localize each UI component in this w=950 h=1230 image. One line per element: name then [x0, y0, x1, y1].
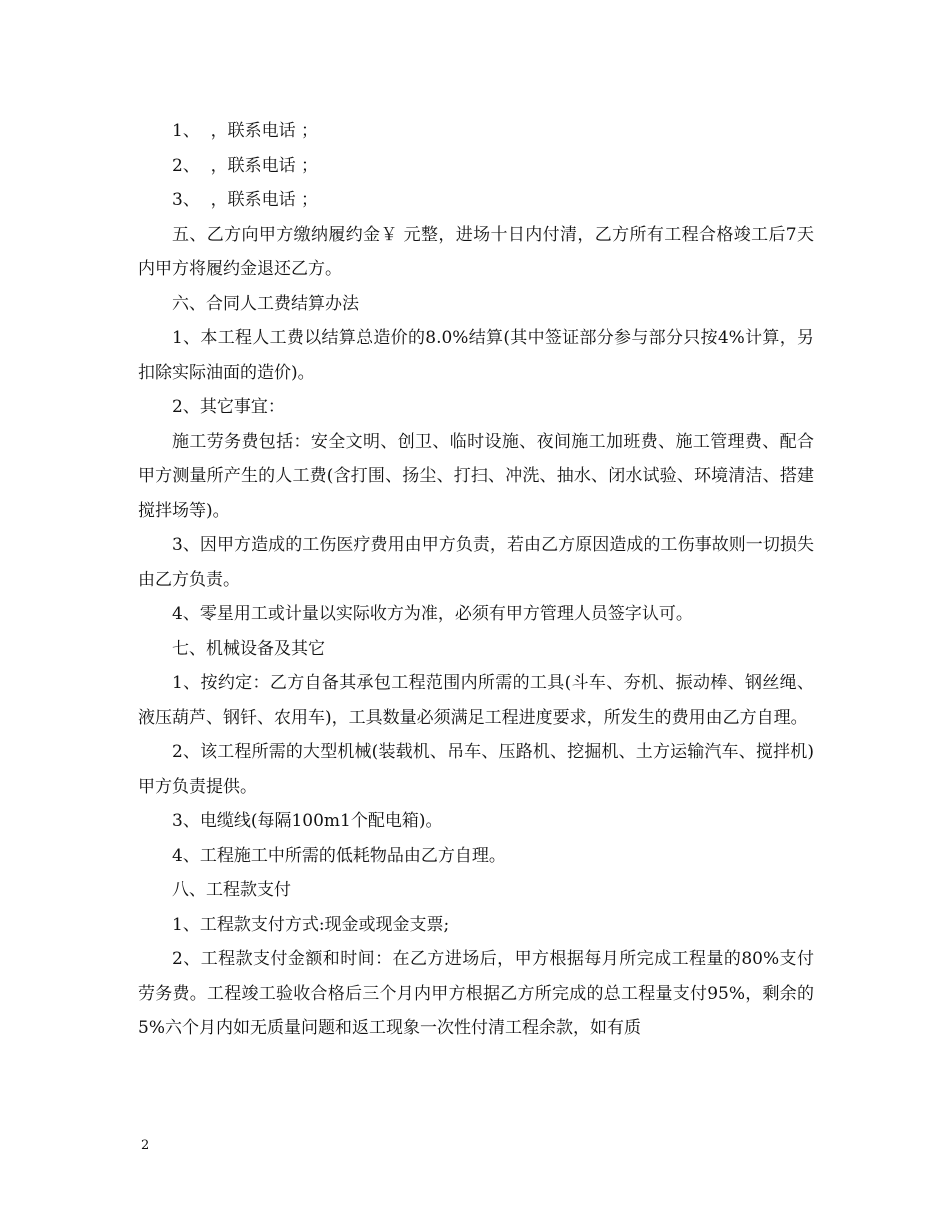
paragraph-labor-fee: 施工劳务费包括：安全文明、创卫、临时设施、夜间施工加班费、施工管理费、配合甲方测量所产生的人工费(含打围、扬尘、打扫、冲洗、抽水、闭水试验、环境清洁、搭建搅拌场等)。 [138, 431, 814, 521]
paragraph-contact-3: 3、 ，联系电话 ； [172, 190, 319, 210]
paragraph-section-5: 五、乙方向甲方缴纳履约金￥ 元整，进场十日内付清，乙方所有工程合格竣工后7天内甲方将履约金退还乙方。 [138, 224, 814, 279]
page-number: 2 [141, 1138, 150, 1153]
paragraph-contact-1: 1、 ，联系电话 ； [172, 121, 319, 141]
paragraph-6-2: 2、其它事宜： [172, 397, 285, 417]
paragraph-contact-2: 2、 ，联系电话 ； [172, 155, 319, 176]
paragraph-7-2: 2、该工程所需的大型机械(装载机、吊车、压路机、挖掘机、土方运输汽车、搅拌机)甲方负责提供。 [138, 742, 814, 797]
paragraph-8-1: 1、工程款支付方式:现金或现金支票; [172, 914, 450, 935]
heading-section-7: 七、机械设备及其它 [172, 638, 325, 659]
paragraph-6-1: 1、本工程人工费以结算总造价的8.0%结算(其中签证部分参与部分只按4%计算，另扣除实际油面的造价)。 [138, 328, 814, 383]
paragraph-7-4: 4、工程施工中所需的低耗物品由乙方自理。 [172, 845, 506, 866]
paragraph-8-2: 2、工程款支付金额和时间：在乙方进场后，甲方根据每月所完成工程量的80%支付劳务费。工程竣工验收合格后三个月内甲方根据乙方所完成的总工程量支付95%，剩余的5%六个月内如无质量问题和返工现象一次性付清工程余款，如有质 [138, 949, 814, 1038]
paragraph-7-1: 1、按约定：乙方自备其承包工程范围内所需的工具(斗车、夯机、振动棒、钢丝绳、液压葫芦、钢钎、农用车)，工具数量必须满足工程进度要求，所发生的费用由乙方自理。 [138, 673, 814, 728]
paragraph-6-4: 4、零星用工或计量以实际收方为准，必须有甲方管理人员签字认可。 [172, 604, 693, 624]
heading-section-6: 六、合同人工费结算办法 [172, 293, 359, 314]
paragraph-7-3: 3、电缆线(每隔100m1个配电箱)。 [172, 811, 443, 831]
paragraph-6-3: 3、因甲方造成的工伤医疗费用由甲方负责，若由乙方原因造成的工伤事故则一切损失由乙方负责。 [138, 535, 814, 590]
document-body [138, 114, 814, 1046]
heading-section-8: 八、工程款支付 [172, 880, 291, 900]
